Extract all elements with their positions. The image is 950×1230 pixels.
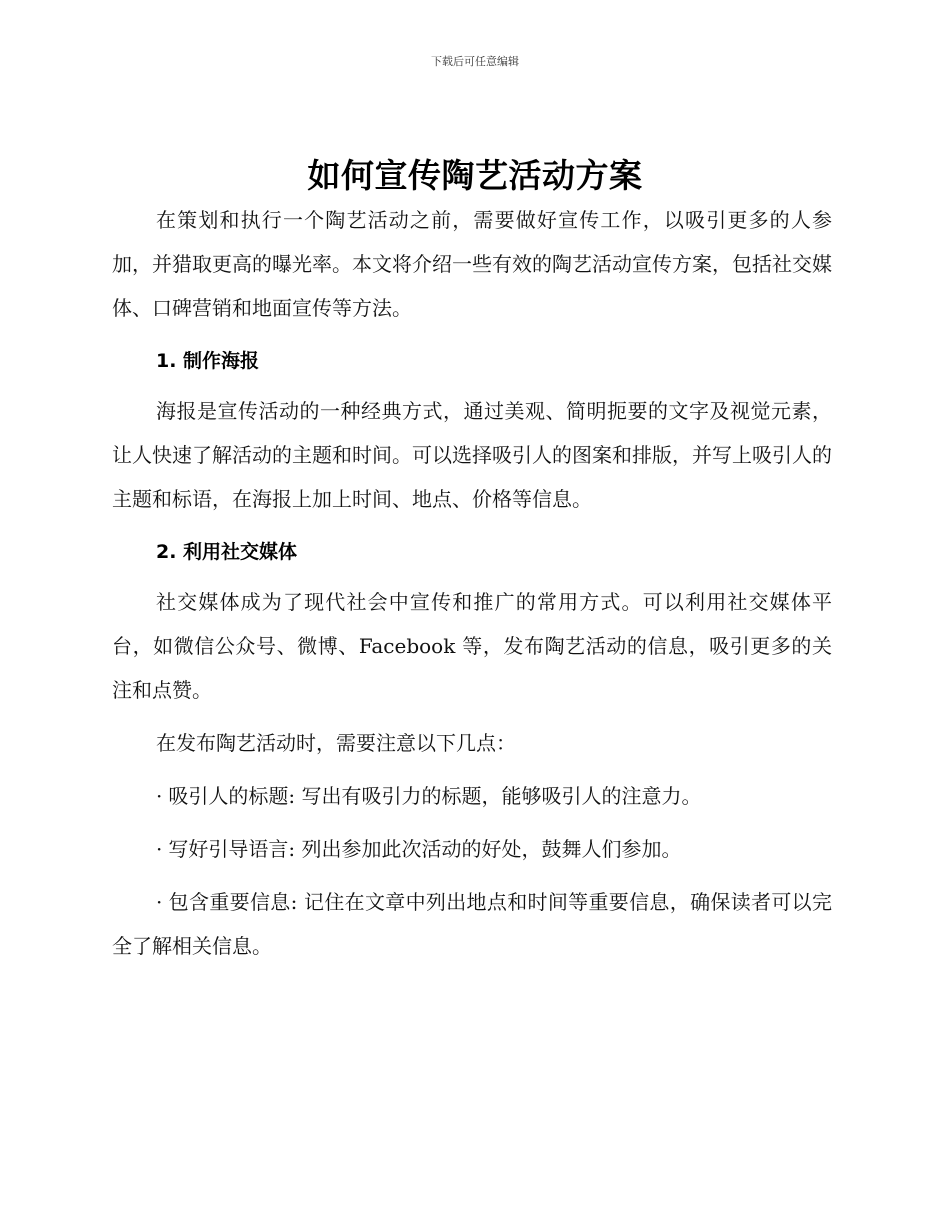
section-paragraph-social-media: 社交媒体成为了现代社会中宣传和推广的常用方式。可以利用社交媒体平台，如微信公众号、微博、Facebook 等，发布陶艺活动的信息，吸引更多的关注和点赞。 bbox=[112, 590, 832, 702]
document-body bbox=[112, 198, 832, 968]
bullet-marker: · bbox=[156, 837, 163, 861]
bullet-text: 包含重要信息: 记住在文章中列出地点和时间等重要信息，确保读者可以完全了解相关信息。 bbox=[112, 890, 832, 958]
bullet-text: 写好引导语言: 列出参加此次活动的好处，鼓舞人们参加。 bbox=[168, 837, 682, 861]
bullet-marker: · bbox=[156, 890, 163, 914]
social-media-note: 在发布陶艺活动时，需要注意以下几点： bbox=[156, 731, 516, 755]
bullet-text: 吸引人的标题: 写出有吸引力的标题，能够吸引人的注意力。 bbox=[168, 784, 702, 808]
bullet-item bbox=[112, 880, 832, 968]
intro-paragraph: 在策划和执行一个陶艺活动之前，需要做好宣传工作，以吸引更多的人参加，并猎取更高的曝光率。本文将介绍一些有效的陶艺活动宣传方案，包括社交媒体、口碑营销和地面宣传等方法。 bbox=[112, 208, 832, 320]
section-heading-poster: 1. 制作海报 bbox=[156, 350, 260, 372]
bullet-item bbox=[112, 774, 832, 818]
section-heading-social-media: 2. 利用社交媒体 bbox=[156, 541, 298, 563]
bullet-item bbox=[112, 827, 832, 871]
page-header-note: 下载后可任意编辑 bbox=[431, 55, 519, 68]
section-paragraph-poster: 海报是宣传活动的一种经典方式，通过美观、简明扼要的文字及视觉元素，让人快速了解活动的主题和时间。可以选择吸引人的图案和排版，并写上吸引人的主题和标语，在海报上加上时间、地点、价格等信息。 bbox=[112, 399, 832, 511]
bullet-marker: · bbox=[156, 784, 163, 808]
document-title: 如何宣传陶艺活动方案 bbox=[307, 156, 643, 195]
